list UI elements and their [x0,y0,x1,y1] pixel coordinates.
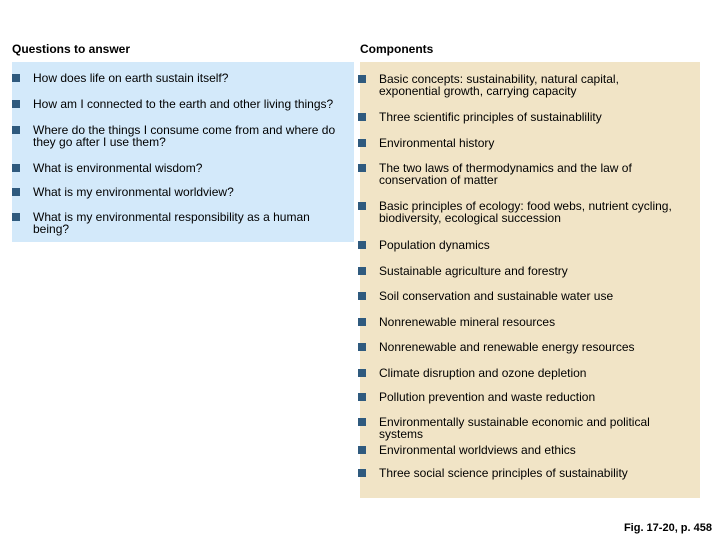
square-bullet-icon [12,188,20,196]
square-bullet-icon [358,292,366,300]
question-item: What is my environmental responsibility as a human being? [12,211,312,235]
square-bullet-icon [358,318,366,326]
questions-heading: Questions to answer [12,42,131,56]
square-bullet-icon [358,393,366,401]
square-bullet-icon [12,74,20,82]
component-item: The two laws of thermodynamics and the law of conservation of matter [358,162,673,186]
square-bullet-icon [358,241,366,249]
square-bullet-icon [358,343,366,351]
square-bullet-icon [358,139,366,147]
square-bullet-icon [358,446,366,454]
component-item: Nonrenewable and renewable energy resources [358,341,698,353]
square-bullet-icon [358,418,366,426]
square-bullet-icon [12,100,20,108]
component-item: Pollution prevention and waste reduction [358,391,698,403]
component-item: Environmental history [358,137,698,149]
component-item: Sustainable agriculture and forestry [358,265,698,277]
component-item: Population dynamics [358,239,698,251]
component-item: Three scientific principles of sustainablility [358,111,698,123]
components-heading: Components [360,42,434,56]
square-bullet-icon [358,113,366,121]
component-item: Basic principles of ecology: food webs, nutrient cycling, biodiversity, ecological succession [358,200,678,224]
question-item: Where do the things I consume come from and where do they go after I use them? [12,124,352,148]
component-item: Three social science principles of sustainability [358,467,698,479]
square-bullet-icon [358,164,366,172]
square-bullet-icon [12,126,20,134]
square-bullet-icon [358,267,366,275]
square-bullet-icon [358,202,366,210]
square-bullet-icon [12,213,20,221]
component-item: Nonrenewable mineral resources [358,316,698,328]
component-item: Soil conservation and sustainable water use [358,290,628,302]
component-item: Environmental worldviews and ethics [358,444,698,456]
component-item: Basic concepts: sustainability, natural capital, exponential growth, carrying capacity [358,73,678,97]
figure-caption: Fig. 17-20, p. 458 [623,522,712,534]
component-item: Climate disruption and ozone depletion [358,367,698,379]
square-bullet-icon [358,369,366,377]
square-bullet-icon [358,75,366,83]
component-item: Environmentally sustainable economic and political systems [358,416,688,440]
question-item: What is environmental wisdom? [12,162,352,174]
question-item: How does life on earth sustain itself? [12,72,352,84]
question-item: How am I connected to the earth and other living things? [12,98,342,110]
square-bullet-icon [358,469,366,477]
square-bullet-icon [12,164,20,172]
question-item: What is my environmental worldview? [12,186,352,198]
